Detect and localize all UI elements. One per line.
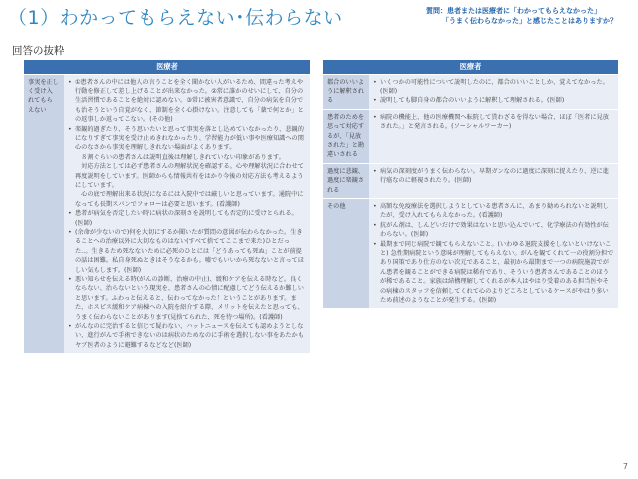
bullet-text: ①患者さんの中には他人の言うことを全く聞かない人がいるため、間違った考えや行動を修正して差し上げることが出来なかった。②常に誰かのせいにして、自分の生活習慣であることを絶対に認めない。③常に被害者意識で、自分の病気を自分でも治そうという自覚がなく、節制を全く心掛けない。注意しても「薬で何とか」との返事しか返ってこない。(その他) xyxy=(75,78,304,124)
row-label: その他 xyxy=(323,198,369,308)
bullet-dot: • xyxy=(373,240,377,248)
bullet-dot: • xyxy=(373,221,377,229)
bullet-item xyxy=(68,78,306,125)
bullet-text: いくつかの可能性について説明したのに、都合のいいことしか、覚えてなかった。(医師) xyxy=(380,78,609,95)
right-table-header: 医療者 xyxy=(323,60,618,74)
table-row xyxy=(323,198,618,308)
table-row xyxy=(24,74,310,354)
bullet-item xyxy=(373,113,614,132)
bullet-text: 楽観的過ぎたり、そう思いたいと思って事実を落とし込めていなかったり、悲観的になりすぎて事実を受け止めきれなかったり、学習能力が低い事や医療知識への関心のなさから事実を理解しきれない場面がよくあります。 ８割ぐらいの患者さんは説明直後は理解しきれていない印象があります。 対応方法としては必ず患者さんの理解状況を確認する。心や理解状況に合わせて再度説明をしています。医師からも情報共有をはかり今後の対応方法も考えるようにしています。 心の底で理解出来る状況になるには入院中では厳しいと思っています。通院中になっても長期スパンでフォローは必要と思います。(看護師) xyxy=(75,125,304,208)
row-content xyxy=(369,163,618,198)
bullet-text: 抗がん剤は、しんどいだけで効果はないと思い込んでいて、化学療法の有効性が伝わらない。(医師) xyxy=(380,221,609,239)
bullet-dot: • xyxy=(373,167,377,175)
bullet-item xyxy=(68,275,306,322)
bullet-item xyxy=(68,322,306,350)
bullet-dot: • xyxy=(68,78,72,86)
bullet-item xyxy=(373,96,614,105)
question-line-2: 「うまく伝わらなかった」と感じたことはありますか？ xyxy=(442,17,617,25)
bullet-dot: • xyxy=(373,113,377,121)
row-label: 患者のためを思って対応するが、「見放された」と勘違いされる xyxy=(323,109,369,163)
bullet-item xyxy=(373,167,614,186)
row-content xyxy=(369,109,618,163)
right-response-table xyxy=(323,60,618,309)
page-number: 7 xyxy=(622,462,628,471)
row-content xyxy=(369,198,618,308)
bullet-dot: • xyxy=(68,323,72,331)
row-label: 都合のいいように解釈される xyxy=(323,74,369,109)
page-title: （1）わかってもらえない･伝わらない xyxy=(8,7,343,29)
section-subtitle: 回答の抜粋 xyxy=(12,45,65,57)
row-content xyxy=(369,74,618,109)
bullet-text: (余命が少ないので)何を大切にするか聞いたが質問の意図が伝わらなかった。生きることへの治療以外に大切なものはない(すべて捨ててここまで来た)ひとだった‥。生きるため死なないために必死のひとには「どうあっても死ぬ」ことが前提の話は困難。私自身死ぬときはそうなるかも。嘘でもいいから死なないと言ってほしい気もします。(医師) xyxy=(75,229,304,274)
bullet-dot: • xyxy=(68,276,72,284)
bullet-text: 最期まで同じ病院で観てもらえないこと。(いわゆる退院支援をしないといけないこと) 急性期病院という意味が理解してもらえない。がんを観てくれて一の役割分担であり国策であり仕方のない次元であること、最初から最期まで一つの病院施設でがん患者を観ることができる病院は稀有であり、そういう患者さんであることのほうが稀であること。家族は結構理解してくれるが本人はやはり受着のある担当医やその病棟のスタッフを信頼してくれて心のよりどころとしているケースがやはり多いため前述のようなことが発生する。(医師) xyxy=(380,240,614,305)
bullet-text: 説明しても脚自身の都合のいいように解釈して理解される。(医師) xyxy=(380,97,565,105)
row-label: 事実を正し く受け入 れてもら えない xyxy=(24,74,64,354)
bullet-item xyxy=(373,240,614,306)
row-label: 過度に悲観、過度に楽観される xyxy=(323,163,369,198)
bullet-dot: • xyxy=(373,202,377,210)
table-row xyxy=(323,163,618,198)
left-response-table xyxy=(24,60,310,354)
row-content xyxy=(64,74,310,354)
bullet-text: 高額な免疫療法を選択しようとしている患者さんに、あまり勧められないと説明したが、受け入れてもらえなかった。(看護師) xyxy=(380,202,609,220)
question-line-1: 質問：患者または医療者に「わかってもらえなかった」 xyxy=(426,7,601,15)
table-row xyxy=(323,109,618,163)
table-row xyxy=(323,74,618,109)
bullet-dot: • xyxy=(373,97,377,105)
bullet-dot: • xyxy=(373,78,377,86)
bullet-item xyxy=(373,202,614,221)
bullet-item xyxy=(373,78,614,97)
bullet-text: がんなのに完治すると信じて疑わない、ハットニュースを伝えても認めようとしない、進行がんで手術できないのは病状のためなのに手術を選択しない事をあたかもヤブ医者のように避難するなどなど(医師) xyxy=(75,323,304,349)
left-table-header: 医療者 xyxy=(24,60,310,74)
bullet-item xyxy=(373,221,614,240)
bullet-item xyxy=(68,125,306,210)
bullet-dot: • xyxy=(68,125,72,133)
survey-question xyxy=(426,6,617,26)
bullet-text: 病院の機能上、他の医療機関へ転院して貰わざるを得ない場合、ほぼ「医者に見放された。」と発言される。(ソーシャルワーカー) xyxy=(380,113,609,131)
bullet-item xyxy=(68,209,306,228)
bullet-item xyxy=(68,228,306,275)
bullet-text: 病気の深刻度がうまく伝わらない。早期ガンなのに過度に深刻に捉えたり、逆に進行癌なのに軽視されたり。(医師) xyxy=(380,167,609,185)
bullet-text: 患者が病気を否定したい時に病状の深刻さを説明しても否定的に受けとられる。(医師) xyxy=(75,210,298,227)
bullet-text: 悪い知らせを伝える時(がんの診断、治療の中止)、緩和ケアを伝える時など。良くならない、治らないという現実を、患者さんの心情に配慮してどう伝えるか難しいと思います。ふわっと伝えると、伝わってなかった！ということがあります。また、ホスピス緩和ケア病棟への入院を紹介する際、メリットを伝えたと思っても、うまく伝わらないことがあります(見捨てられた、死を待つ場所)。(看護師) xyxy=(75,276,304,321)
bullet-dot: • xyxy=(68,210,72,218)
bullet-dot: • xyxy=(68,229,72,236)
